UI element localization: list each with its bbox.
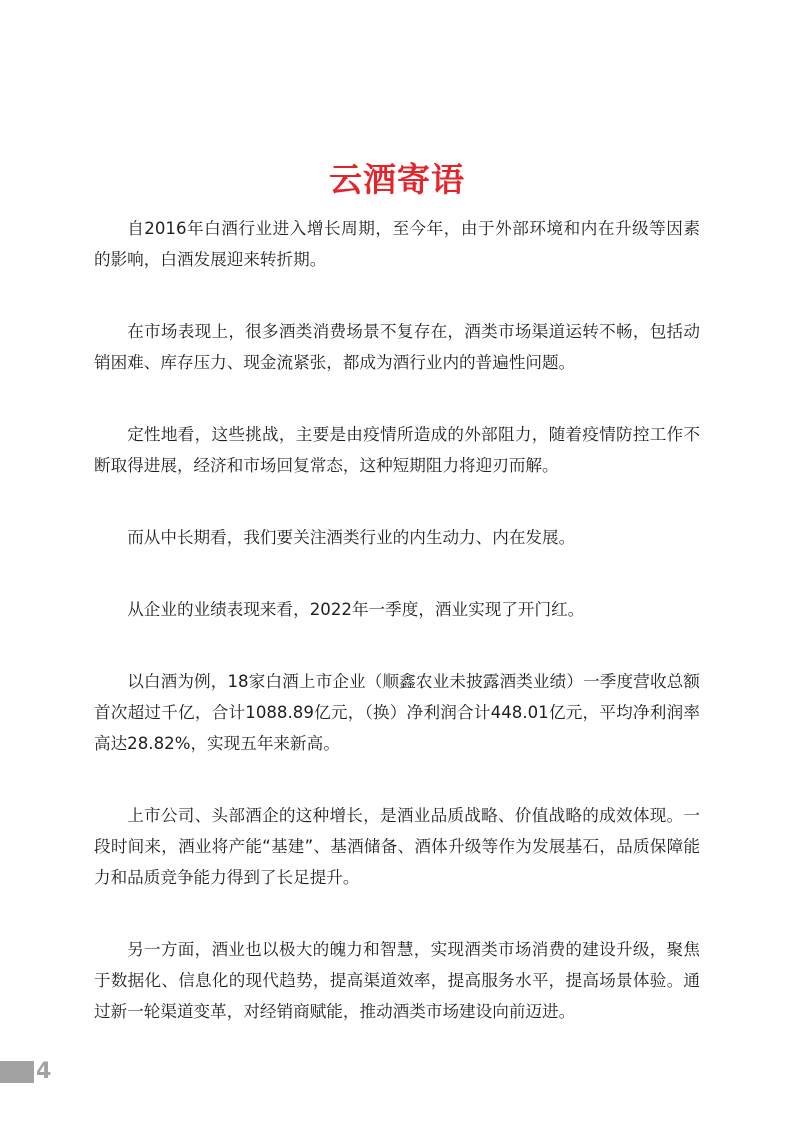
paragraph-2: 在市场表现上，很多酒类消费场景不复存在，酒类市场渠道运转不畅，包括动销困难、库存压力、现金流紧张，都成为酒行业内的普遍性问题。 bbox=[94, 322, 700, 372]
paragraph-4: 而从中长期看，我们要关注酒类行业的内生动力、内在发展。 bbox=[127, 528, 576, 547]
paragraph-8: 另一方面，酒业也以极大的魄力和智慧，实现酒类市场消费的建设升级，聚焦于数据化、信息化的现代趋势，提高渠道效率，提高服务水平，提高场景体验。通过新一轮渠道变革，对经销商赋能，推动酒类市场建设向前迈进。 bbox=[94, 940, 700, 1021]
paragraph-7: 上市公司、头部酒企的这种增长，是酒业品质战略、价值战略的成效体现。一段时间来，酒业将产能“基建”、基酒储备、酒体升级等作为发展基石，品质保障能力和品质竞争能力得到了长足提升。 bbox=[94, 806, 700, 887]
paragraph-1: 自2016年白酒行业进入增长周期，至今年，由于外部环境和内在升级等因素的影响，白酒发展迎来转折期。 bbox=[94, 219, 700, 269]
page-number: 4 bbox=[36, 1059, 52, 1084]
page-title: 云酒寄语 bbox=[329, 160, 465, 200]
paragraph-5: 从企业的业绩表现来看，2022年一季度，酒业实现了开门红。 bbox=[127, 600, 585, 619]
footer-bar bbox=[0, 1061, 34, 1083]
paragraph-6: 以白酒为例，18家白酒上市企业（顺鑫农业未披露酒类业绩）一季度营收总额首次超过千亿，合计1088.89亿元，（换）净利润合计448.01亿元，平均净利润率高达28.82%，实现五年来新高。 bbox=[94, 672, 700, 753]
paragraph-3: 定性地看，这些挑战，主要是由疫情所造成的外部阻力，随着疫情防控工作不断取得进展，经济和市场回复常态，这种短期阻力将迎刃而解。 bbox=[94, 425, 700, 475]
page-footer bbox=[0, 1059, 51, 1085]
article-body bbox=[94, 213, 700, 1027]
